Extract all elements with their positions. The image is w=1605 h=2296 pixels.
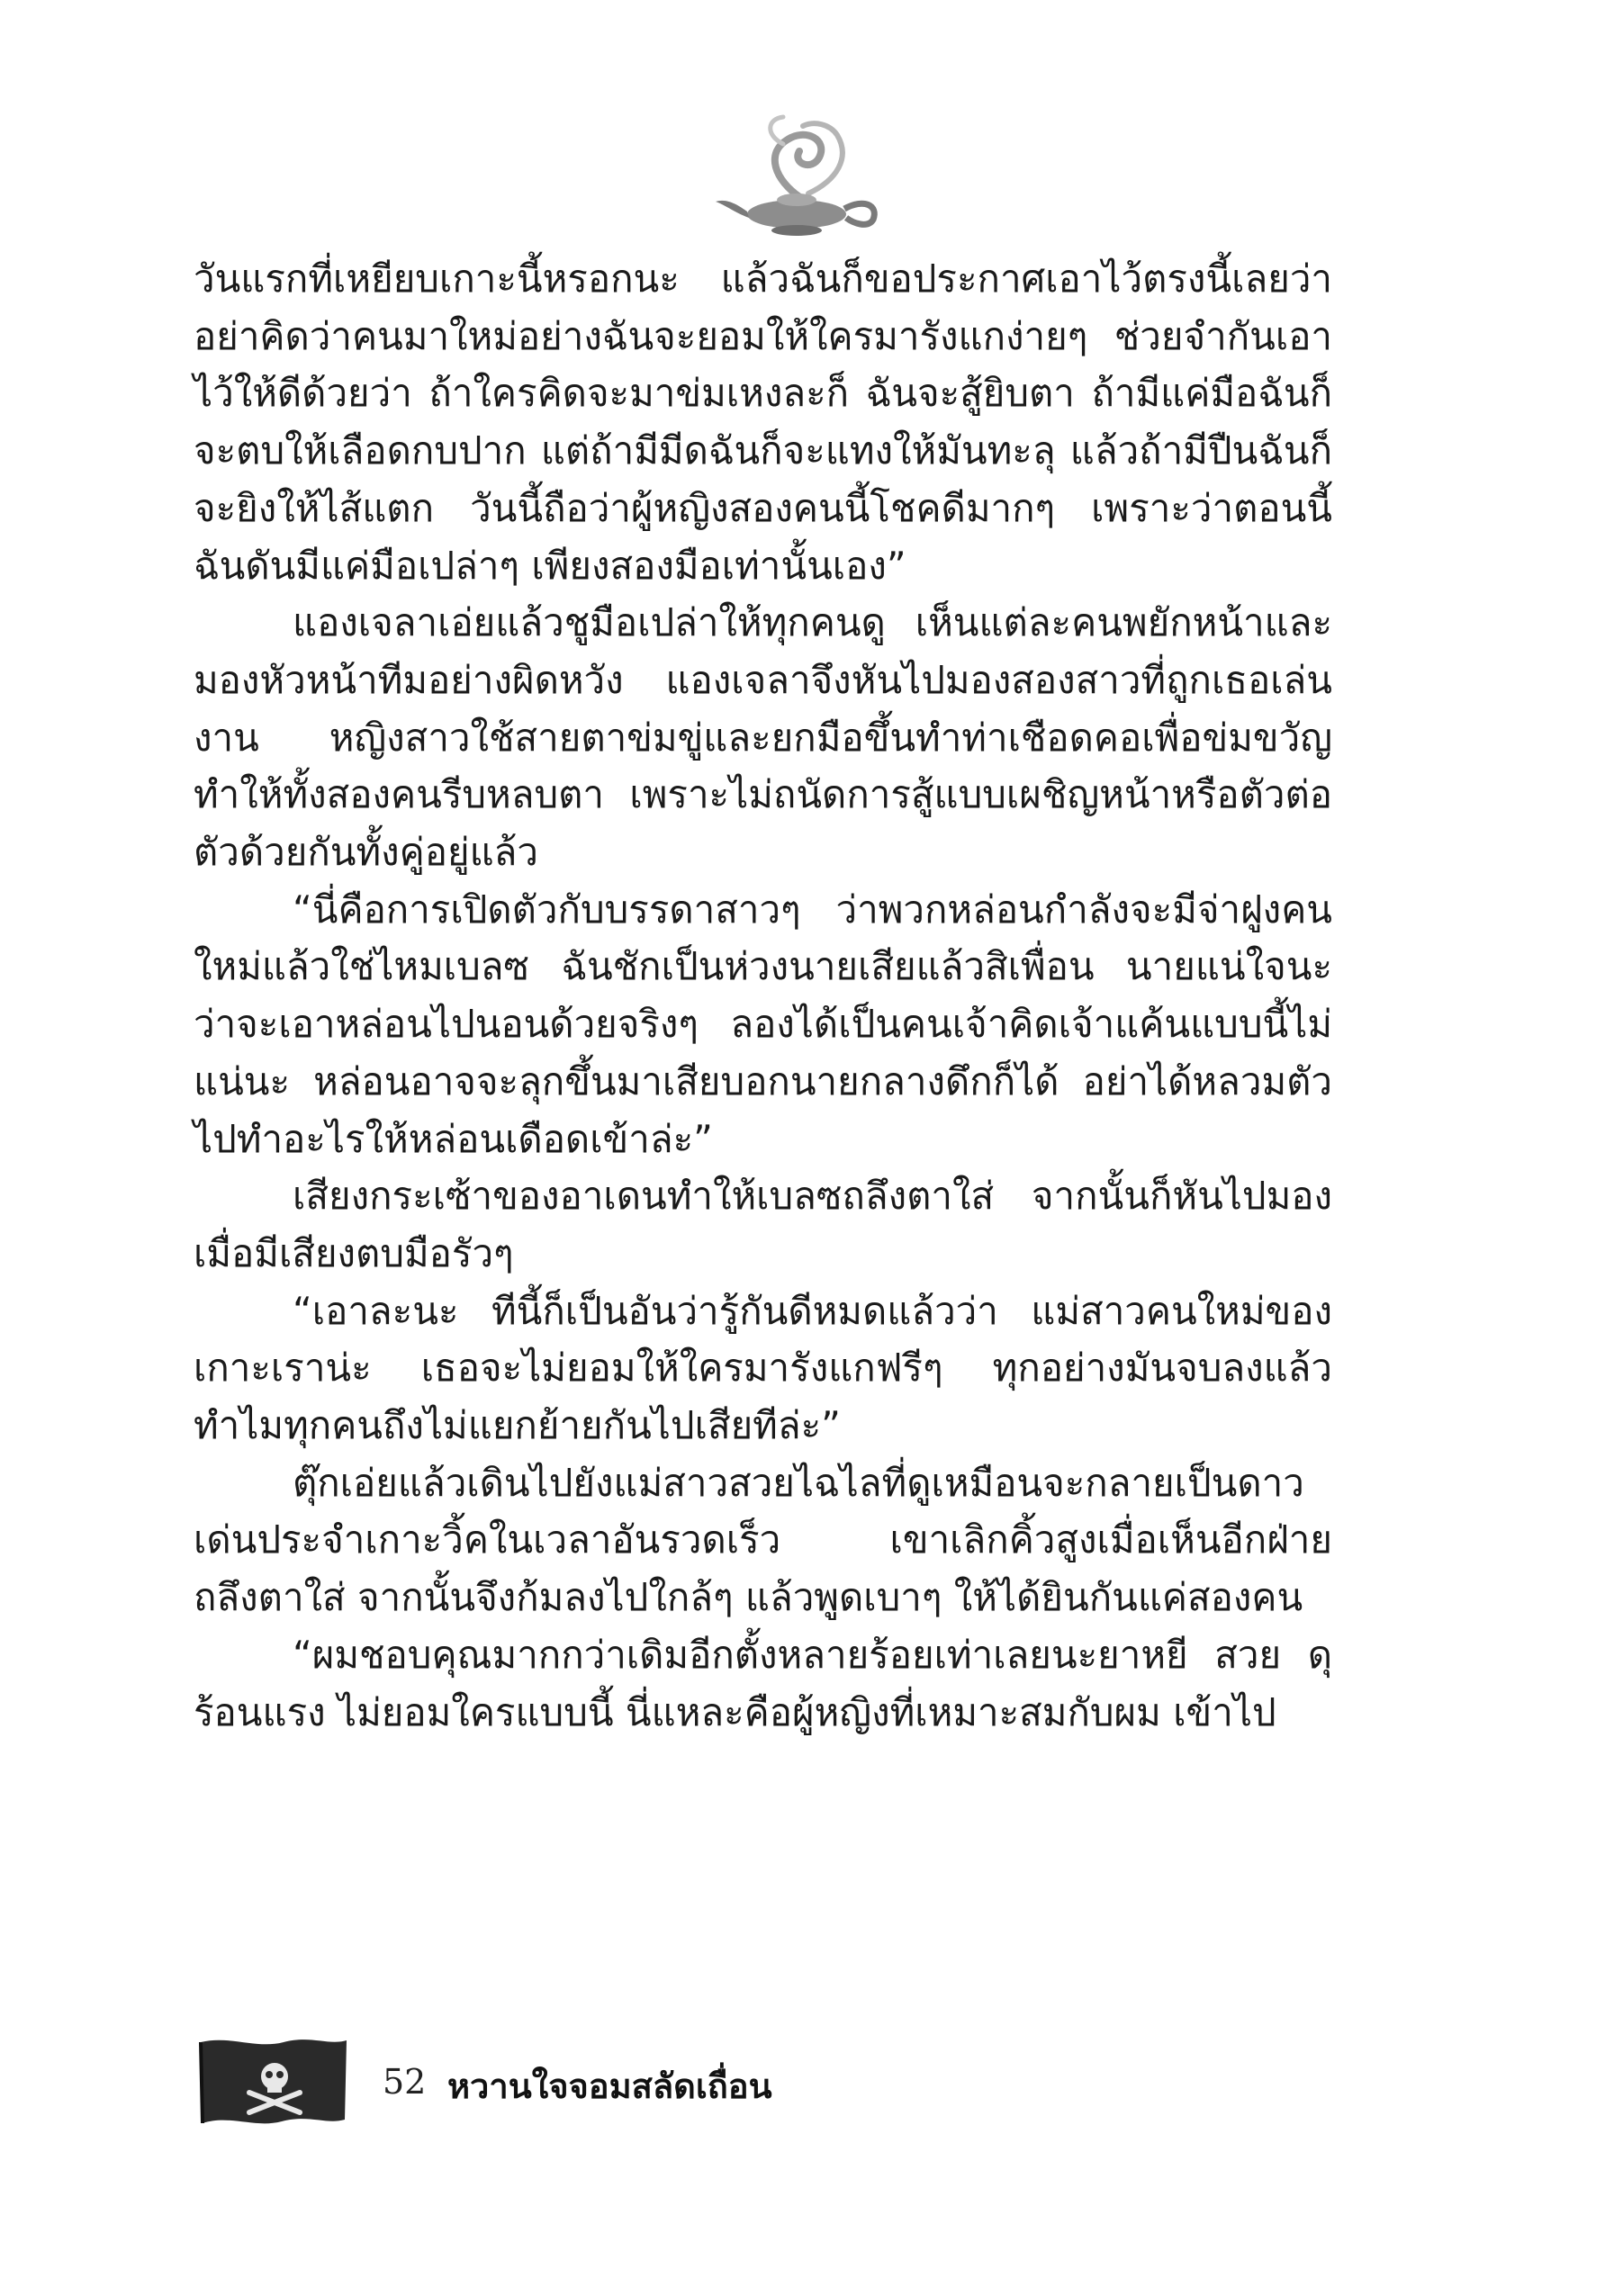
paragraph-3: “นี่คือการเปิดตัวกับบรรดาสาวๆ ว่าพวกหล่อนกำลังจะมีจ่าฝูงคนใหม่แล้วใช่ไหมเบลซ ฉันชักเป็นห่วงนายเสียแล้วสิเพื่อน นายแน่ใจนะว่าจะเอาหล่อนไปนอนด้วยจริงๆ ลองได้เป็นคนเจ้าคิดเจ้าแค้นแบบนี้ไม่แน่นะ หล่อนอาจจะลุกขึ้นมาเสียบอกนายกลางดึกก็ได้ อย่าได้หลวมตัวไปทำอะไรให้หล่อนเดือดเข้าล่ะ”	[194, 887, 1332, 1161]
book-title: หวานใจจอมสลัดเถื่อน	[447, 2066, 772, 2106]
paragraph-6: ตุ๊กเอ่ยแล้วเดินไปยังแม่สาวสวยไฉไลที่ดูเหมือนจะกลายเป็นดาวเด่นประจำเกาะวิ้คในเวลาอันรวดเร็ว เขาเลิกคิ้วสูงเมื่อเห็นอีกฝ่ายถลึงตาใส่ จากนั้นจึงก้มลงไปใกล้ๆ แล้วพูดเบาๆ ให้ได้ยินกันแค่สองคน	[194, 1460, 1332, 1620]
genie-lamp-icon	[702, 108, 900, 243]
page-number: 52	[383, 2062, 427, 2102]
paragraph-7: “ผมชอบคุณมากกว่าเดิมอีกตั้งหลายร้อยเท่าเลยนะยาหยี สวย ดุ ร้อนแรง ไม่ยอมใครแบบนี้ นี่แหละคือผู้หญิงที่เหมาะสมกับผม เข้าไป	[194, 1632, 1332, 1734]
body-text	[194, 250, 1332, 1741]
paragraph-1: วันแรกที่เหยียบเกาะนี้หรอกนะ แล้วฉันก็ขอประกาศเอาไว้ตรงนี้เลยว่า อย่าคิดว่าคนมาใหม่อย่างฉันจะยอมให้ใครมารังแกง่ายๆ ช่วยจำกันเอาไว้ให้ดีด้วยว่า ถ้าใครคิดจะมาข่มเหงละก็ ฉันจะสู้ยิบตา ถ้ามีแค่มือฉันก็จะตบให้เลือดกบปาก แต่ถ้ามีมีดฉันก็จะแทงให้มันทะลุ แล้วถ้ามีปืนฉันก็จะยิงให้ไส้แตก วันนี้ถือว่าผู้หญิงสองคนนี้โชคดีมากๆ เพราะว่าตอนนี้ฉันดันมีแค่มือเปล่าๆ เพียงสองมือเท่านั้นเอง”	[194, 257, 1332, 588]
page-footer	[194, 2030, 1004, 2138]
pirate-flag-icon	[194, 2030, 351, 2138]
paragraph-5: “เอาละนะ ทีนี้ก็เป็นอันว่ารู้กันดีหมดแล้วว่า แม่สาวคนใหม่ของเกาะเราน่ะ เธอจะไม่ยอมให้ใครมารังแกฟรีๆ ทุกอย่างมันจบลงแล้ว ทำไมทุกคนถึงไม่แยกย้ายกันไปเสียทีล่ะ”	[194, 1288, 1332, 1448]
paragraph-4: เสียงกระเซ้าของอาเดนทำให้เบลซถลึงตาใส่ จากนั้นก็หันไปมองเมื่อมีเสียงตบมือรัวๆ	[194, 1174, 1332, 1275]
paragraph-2: แองเจลาเอ่ยแล้วชูมือเปล่าให้ทุกคนดู เห็นแต่ละคนพยักหน้าและมองหัวหน้าทีมอย่างผิดหวัง แองเจลาจึงหันไปมองสองสาวที่ถูกเธอเล่นงาน หญิงสาวใช้สายตาข่มขู่และยกมือขึ้นทำท่าเชือดคอเพื่อข่มขวัญ ทำให้ทั้งสองคนรีบหลบตา เพราะไม่ถนัดการสู้แบบเผชิญหน้าหรือตัวต่อตัวด้วยกันทั้งคู่อยู่แล้ว	[194, 600, 1332, 875]
